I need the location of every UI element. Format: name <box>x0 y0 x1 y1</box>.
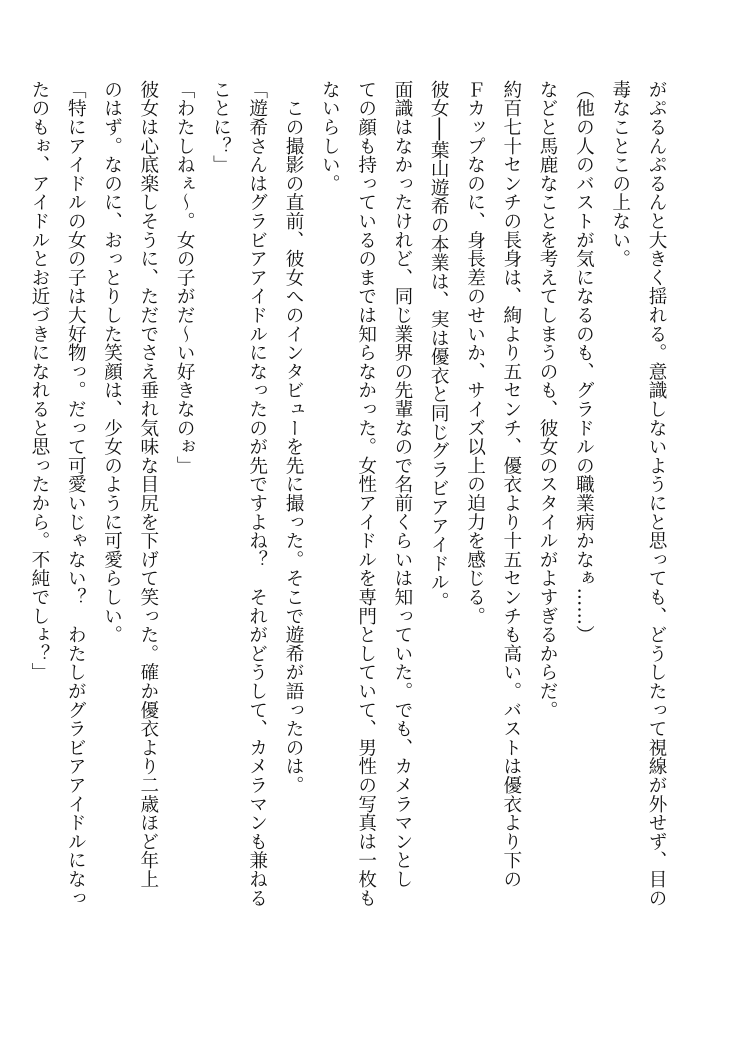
text-line: この撮影の直前、彼女へのインタビューを先に撮った。そこで遊希が語ったのは。 <box>283 80 305 795</box>
text-line: ての顔も持っているのまでは知らなかった。女性アイドルを専門としていて、男性の写真は一枚も <box>355 80 377 908</box>
text-line: 面識はなかったけれど、同じ業界の先輩なので名前くらいは知っていた。でも、カメラマンとし <box>391 80 413 889</box>
text-line: 「特にアイドルの女の子は大好物っ。だって可愛いじゃない？ わたしがグラビアアイドルになっ <box>65 80 87 908</box>
text-line: 「遊希さんはグラビアアイドルになったのが先ですよね？ それがどうして、カメラマンも兼ねる <box>246 80 268 908</box>
text-line: 毒なことこの上ない。 <box>609 80 631 268</box>
text-line: 約百七十センチの長身は、絢より五センチ、優衣より十五センチも高い。バストは優衣より下の <box>500 80 522 889</box>
text-line: 彼女は心底楽しそうに、ただでさえ垂れ気味な目尻を下げて笑った。確か優衣より二歳ほど年上 <box>137 80 159 889</box>
text-line: のはず。なのに、おっとりした笑顔は、少女のように可愛らしい。 <box>101 80 123 644</box>
text-line: ないらしい。 <box>319 80 341 193</box>
text-line: （他の人のバストが気になるのも、グラドルの職業病かなぁ……） <box>573 80 595 644</box>
text-line: ことに？」 <box>210 80 232 174</box>
text-line: がぷるんぷるんと大きく揺れる。意識しないようにと思っても、どうしたって視線が外せず、目の <box>646 80 667 908</box>
text-line: 彼女──葉山遊希の本業は、実は優衣と同じグラビアアイドル。 <box>428 80 450 611</box>
text-line: などと馬鹿なことを考えてしまうのも、彼女のスタイルがよすぎるからだ。 <box>537 80 559 720</box>
text-line: 「わたしねぇ～。女の子がだ～い好きなのぉ」 <box>174 80 196 475</box>
text-line: たのもぉ、アイドルとお近づきになれると思ったから。不純でしょ？」 <box>28 80 50 682</box>
vertical-text-body <box>21 80 674 980</box>
text-line: Ｆカップなのに、身長差のせいか、サイズ以上の迫力を感じる。 <box>464 80 486 626</box>
